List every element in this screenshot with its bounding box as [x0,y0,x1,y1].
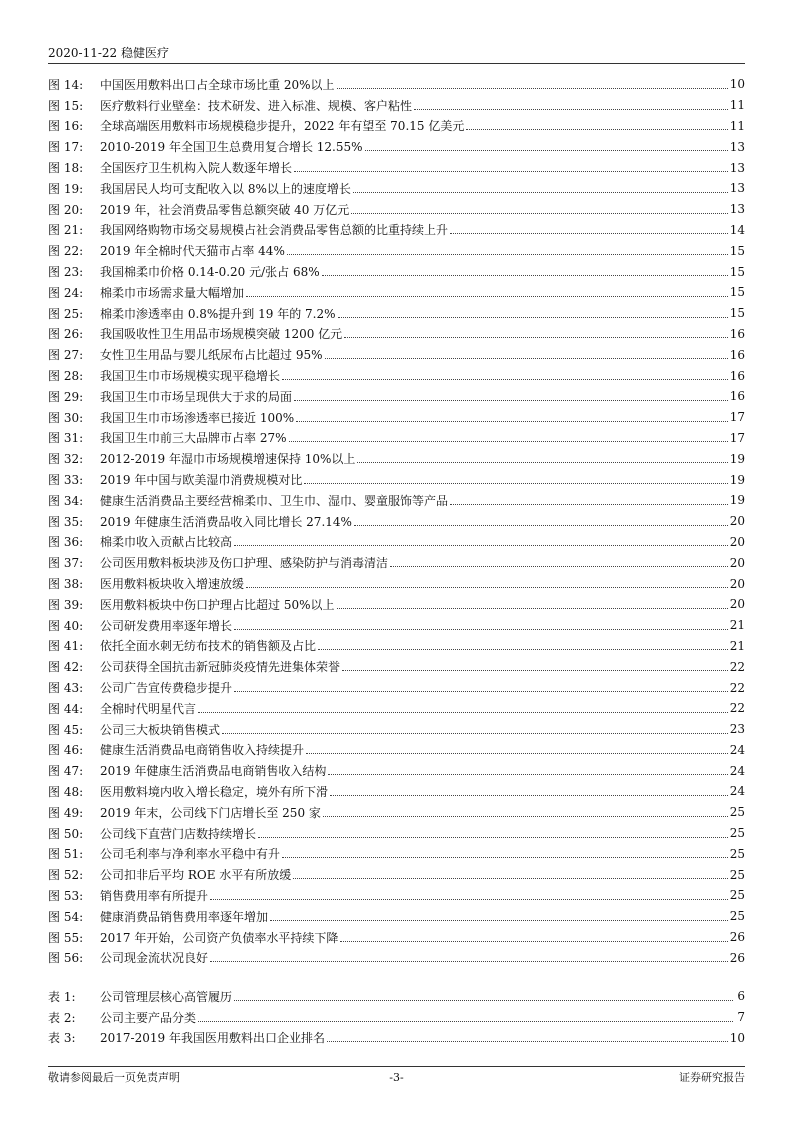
entry-page: 15 [729,264,745,279]
entry-title: 健康生活消费品主要经营棉柔巾、卫生巾、湿巾、婴童服饰等产品 [100,493,449,508]
dot-leader [234,691,728,692]
entry-title: 全球高端医用敷料市场规模稳步提升，2022 年有望至 70.15 亿美元 [100,119,465,134]
figure-entry[interactable] [48,261,745,282]
figure-entry[interactable] [48,157,745,178]
table-entry[interactable] [48,986,745,1007]
entry-page: 25 [729,888,745,903]
figure-entry[interactable] [48,636,745,657]
entry-page: 19 [729,451,745,466]
entry-page: 6 [737,989,745,1004]
entry-title: 依托全面水刺无纺布技术的销售额及占比 [100,639,317,654]
entry-label: 图 52: [48,868,84,883]
entry-page: 25 [729,909,745,924]
table-entry[interactable] [48,1028,745,1049]
figure-entry[interactable] [48,386,745,407]
dot-leader [234,1000,733,1001]
dot-leader [450,233,728,234]
figure-entry[interactable] [48,594,745,615]
figure-entry[interactable] [48,240,745,261]
figure-entry[interactable] [48,552,745,573]
entry-title: 公司获得全国抗击新冠肺炎疫情先进集体荣誉 [100,660,341,675]
figure-entry[interactable] [48,615,745,636]
entry-label: 图 38: [48,577,84,592]
figure-entry[interactable] [48,303,745,324]
entry-label: 图 49: [48,805,84,820]
dot-leader [198,1021,733,1022]
entry-page: 16 [729,347,745,362]
entry-label: 表 1: [48,989,76,1004]
entry-page: 15 [729,243,745,258]
entry-page: 10 [729,77,745,92]
entry-label: 图 39: [48,597,84,612]
figure-entry[interactable] [48,573,745,594]
entry-title: 公司广告宣传费稳步提升 [100,681,233,695]
entry-title: 我国卫生巾市场规模实现平稳增长 [100,369,281,384]
table-index [48,986,745,1048]
figure-entry[interactable] [48,864,745,885]
dot-leader [304,483,727,484]
entry-page: 15 [729,285,745,300]
entry-label: 图 19: [48,181,84,196]
entry-title: 健康消费品销售费用率逐年增加 [100,909,269,924]
entry-title: 我国棉柔巾价格 0.14-0.20 元/张占 68% [100,265,320,280]
entry-page: 21 [729,638,745,653]
dot-leader [294,400,728,401]
entry-title: 我国吸收性卫生用品市场规模突破 1200 亿元 [100,327,343,342]
entry-label: 图 46: [48,743,84,758]
entry-label: 图 33: [48,473,84,488]
entry-page: 26 [729,930,745,945]
dot-leader [289,441,728,442]
entry-label: 图 55: [48,930,84,945]
entry-page: 24 [729,742,745,757]
figure-entry[interactable] [48,511,745,532]
entry-page: 16 [729,326,745,341]
dot-leader [270,920,728,921]
dot-leader [353,192,728,193]
dot-leader [342,670,728,671]
entry-title: 女性卫生用品与婴儿纸尿布占比超过 95% [100,348,323,363]
entry-page: 19 [729,493,745,508]
entry-page: 25 [729,867,745,882]
entry-label: 图 50: [48,826,84,841]
entry-title: 我国卫生巾市场呈现供大于求的局面 [100,389,293,404]
entry-page: 11 [729,98,745,113]
figure-entry[interactable] [48,199,745,220]
entry-label: 图 17: [48,140,84,155]
entry-page: 13 [729,160,745,175]
header-company: 稳健医疗 [121,46,170,60]
entry-title: 公司线下直营门店数持续增长 [100,826,257,841]
dot-leader [318,649,728,650]
entry-label: 图 14: [48,77,84,92]
dot-leader [294,171,728,172]
report-type: 证券研究报告 [679,1071,745,1084]
entry-title: 2017 年开始，公司资产负债率水平持续下降 [100,930,339,945]
entry-title: 棉柔巾渗透率由 0.8%提升到 19 年的 7.2% [100,306,336,321]
entry-page: 13 [729,202,745,217]
entry-page: 20 [729,555,745,570]
entry-label: 图 42: [48,660,84,675]
entry-label: 图 48: [48,784,84,799]
figure-entry[interactable] [48,136,745,157]
figure-entry[interactable] [48,469,745,490]
entry-label: 图 36: [48,535,84,550]
entry-title: 销售费用率有所提升 [100,888,209,903]
entry-page: 25 [729,846,745,861]
figure-entry[interactable] [48,428,745,449]
figure-entry[interactable] [48,698,745,719]
page-footer [48,1071,745,1085]
dot-leader [323,816,728,817]
entry-label: 图 43: [48,681,84,695]
entry-label: 图 28: [48,369,84,384]
dot-leader [246,296,728,297]
entry-label: 图 34: [48,493,84,508]
entry-page: 20 [729,514,745,529]
entry-page: 21 [729,618,745,633]
entry-label: 图 40: [48,618,84,633]
entry-title: 棉柔巾市场需求量大幅增加 [100,285,245,300]
entry-page: 11 [729,118,745,133]
figure-entry[interactable] [48,116,745,137]
entry-title: 2019 年，社会消费品零售总额突破 40 万亿元 [100,202,350,217]
figure-entry[interactable] [48,885,745,906]
entry-page: 7 [737,1010,745,1025]
dot-leader [210,899,728,900]
entry-page: 22 [729,680,745,695]
entry-title: 公司研发费用率逐年增长 [100,618,233,633]
entry-title: 我国居民人均可支配收入以 8%以上的速度增长 [100,181,351,196]
footer-divider [48,1066,745,1067]
page-header [48,46,745,60]
figure-entry[interactable] [48,906,745,927]
entry-title: 中国医用敷料出口占全球市场比重 20%以上 [100,77,335,92]
table-entry[interactable] [48,1007,745,1028]
dot-leader [198,712,728,713]
entry-page: 24 [729,763,745,778]
dot-leader [210,961,728,962]
dot-leader [337,608,728,609]
figure-entry[interactable] [48,843,745,864]
dot-leader [414,109,728,110]
entry-title: 2017-2019 年我国医用敷料出口企业排名 [100,1031,325,1046]
dot-leader [222,733,728,734]
entry-label: 图 20: [48,202,84,217]
entry-title: 健康生活消费品电商销售收入持续提升 [100,743,305,758]
figure-entry[interactable] [48,282,745,303]
entry-label: 图 35: [48,514,84,529]
dot-leader [234,545,728,546]
figure-entry[interactable] [48,344,745,365]
entry-page: 10 [729,1030,745,1045]
figure-entry[interactable] [48,490,745,511]
entry-page: 19 [729,472,745,487]
dot-leader [337,88,728,89]
dot-leader [328,774,727,775]
dot-leader [293,878,727,879]
dot-leader [351,213,727,214]
entry-label: 图 37: [48,556,84,571]
entry-page: 14 [729,222,745,237]
entry-title: 2019 年全棉时代天猫市占率 44% [100,244,285,259]
entry-title: 我国卫生巾前三大品牌市占率 27% [100,431,287,446]
entry-label: 图 23: [48,265,84,280]
entry-page: 22 [729,701,745,716]
header-date: 2020-11-22 [48,46,118,60]
entry-title: 医疗敷料行业壁垒：技术研发、进入标准、规模、客户粘性 [100,98,413,113]
figure-entry[interactable] [48,656,745,677]
entry-title: 医用敷料板块中伤口护理占比超过 50%以上 [100,597,335,612]
entry-label: 图 45: [48,722,84,737]
entry-label: 图 54: [48,909,84,924]
entry-label: 图 53: [48,888,84,903]
entry-page: 20 [729,576,745,591]
entry-page: 20 [729,534,745,549]
dot-leader [258,837,728,838]
entry-title: 2019 年末，公司线下门店增长至 250 家 [100,805,321,820]
entry-title: 2019 年健康生活消费品收入同比增长 27.14% [100,514,352,529]
entry-title: 公司三大板块销售模式 [100,722,221,737]
figure-entry[interactable] [48,740,745,761]
header-divider [48,63,745,64]
figure-entry[interactable] [48,407,745,428]
entry-label: 图 31: [48,431,84,446]
entry-label: 图 47: [48,764,84,779]
dot-leader [325,358,728,359]
figure-entry[interactable] [48,532,745,553]
dot-leader [354,525,728,526]
entry-page: 15 [729,306,745,321]
dot-leader [246,587,728,588]
entry-page: 23 [729,722,745,737]
dot-leader [282,379,728,380]
figure-entry[interactable] [48,178,745,199]
entry-title: 棉柔巾收入贡献占比较高 [100,535,233,550]
dot-leader [296,421,728,422]
dot-leader [287,254,728,255]
figure-entry[interactable] [48,947,745,968]
dot-leader [306,753,728,754]
dot-leader [338,317,728,318]
entry-page: 17 [729,410,745,425]
figure-entry[interactable] [48,95,745,116]
entry-page: 25 [729,805,745,820]
entry-label: 图 24: [48,285,84,300]
dot-leader [322,275,728,276]
entry-label: 表 3: [48,1031,76,1046]
entry-page: 25 [729,826,745,841]
entry-label: 图 44: [48,701,84,716]
entry-title: 2019 年中国与欧美湿巾消费规模对比 [100,473,303,488]
entry-label: 图 56: [48,951,84,966]
entry-label: 图 18: [48,161,84,176]
figure-entry[interactable] [48,74,745,95]
figure-entry[interactable] [48,448,745,469]
entry-label: 图 41: [48,639,84,654]
entry-title: 2019 年健康生活消费品电商销售收入结构 [100,764,327,779]
entry-page: 17 [729,430,745,445]
entry-label: 图 30: [48,410,84,425]
dot-leader [330,795,728,796]
entry-title: 公司医用敷料板块涉及伤口护理、感染防护与消毒清洁 [100,556,389,571]
entry-title: 公司主要产品分类 [100,1010,197,1025]
entry-title: 2012-2019 年湿巾市场规模增速保持 10%以上 [100,452,356,467]
entry-title: 公司现金流状况良好 [100,951,209,966]
figure-entry[interactable] [48,677,745,698]
entry-page: 16 [729,389,745,404]
entry-label: 图 25: [48,306,84,321]
entry-label: 表 2: [48,1010,76,1025]
dot-leader [234,629,728,630]
entry-page: 20 [729,597,745,612]
dot-leader [327,1041,728,1042]
page-number: -3- [389,1071,404,1084]
figure-index [48,74,745,968]
disclaimer-note: 敬请参阅最后一页免责声明 [48,1071,180,1084]
dot-leader [340,941,727,942]
entry-title: 我国网络购物市场交易规模占社会消费品零售总额的比重持续上升 [100,223,449,238]
entry-title: 公司毛利率与净利率水平稳中有升 [100,847,281,862]
dot-leader [282,857,728,858]
entry-label: 图 21: [48,223,84,238]
entry-label: 图 32: [48,452,84,467]
figure-entry[interactable] [48,365,745,386]
figure-entry[interactable] [48,220,745,241]
figure-entry[interactable] [48,719,745,740]
entry-page: 13 [729,181,745,196]
figure-entry[interactable] [48,781,745,802]
figure-entry[interactable] [48,927,745,948]
entry-label: 图 16: [48,119,84,134]
entry-title: 全棉时代明星代言 [100,701,197,716]
entry-page: 24 [729,784,745,799]
entry-label: 图 15: [48,98,84,113]
entry-page: 22 [729,659,745,674]
dot-leader [466,129,727,130]
entry-title: 公司管理层核心高管履历 [100,989,233,1004]
entry-title: 2010-2019 年全国卫生总费用复合增长 12.55% [100,140,363,155]
entry-page: 13 [729,139,745,154]
entry-label: 图 22: [48,244,84,259]
entry-label: 图 26: [48,327,84,342]
figure-entry[interactable] [48,802,745,823]
figure-entry[interactable] [48,823,745,844]
entry-title: 公司扣非后平均 ROE 水平有所放缓 [100,868,292,883]
entry-page: 26 [729,950,745,965]
entry-label: 图 51: [48,847,84,862]
entry-page: 16 [729,368,745,383]
figure-entry[interactable] [48,324,745,345]
dot-leader [344,337,728,338]
entry-title: 医用敷料板块收入增速放缓 [100,577,245,592]
entry-title: 全国医疗卫生机构入院人数逐年增长 [100,161,293,176]
entry-label: 图 29: [48,389,84,404]
entry-label: 图 27: [48,348,84,363]
dot-leader [450,504,728,505]
dot-leader [365,150,728,151]
entry-title: 我国卫生巾市场渗透率已接近 100% [100,410,295,425]
dot-leader [390,566,728,567]
dot-leader [357,462,727,463]
entry-title: 医用敷料境内收入增长稳定，境外有所下滑 [100,784,329,799]
figure-entry[interactable] [48,760,745,781]
